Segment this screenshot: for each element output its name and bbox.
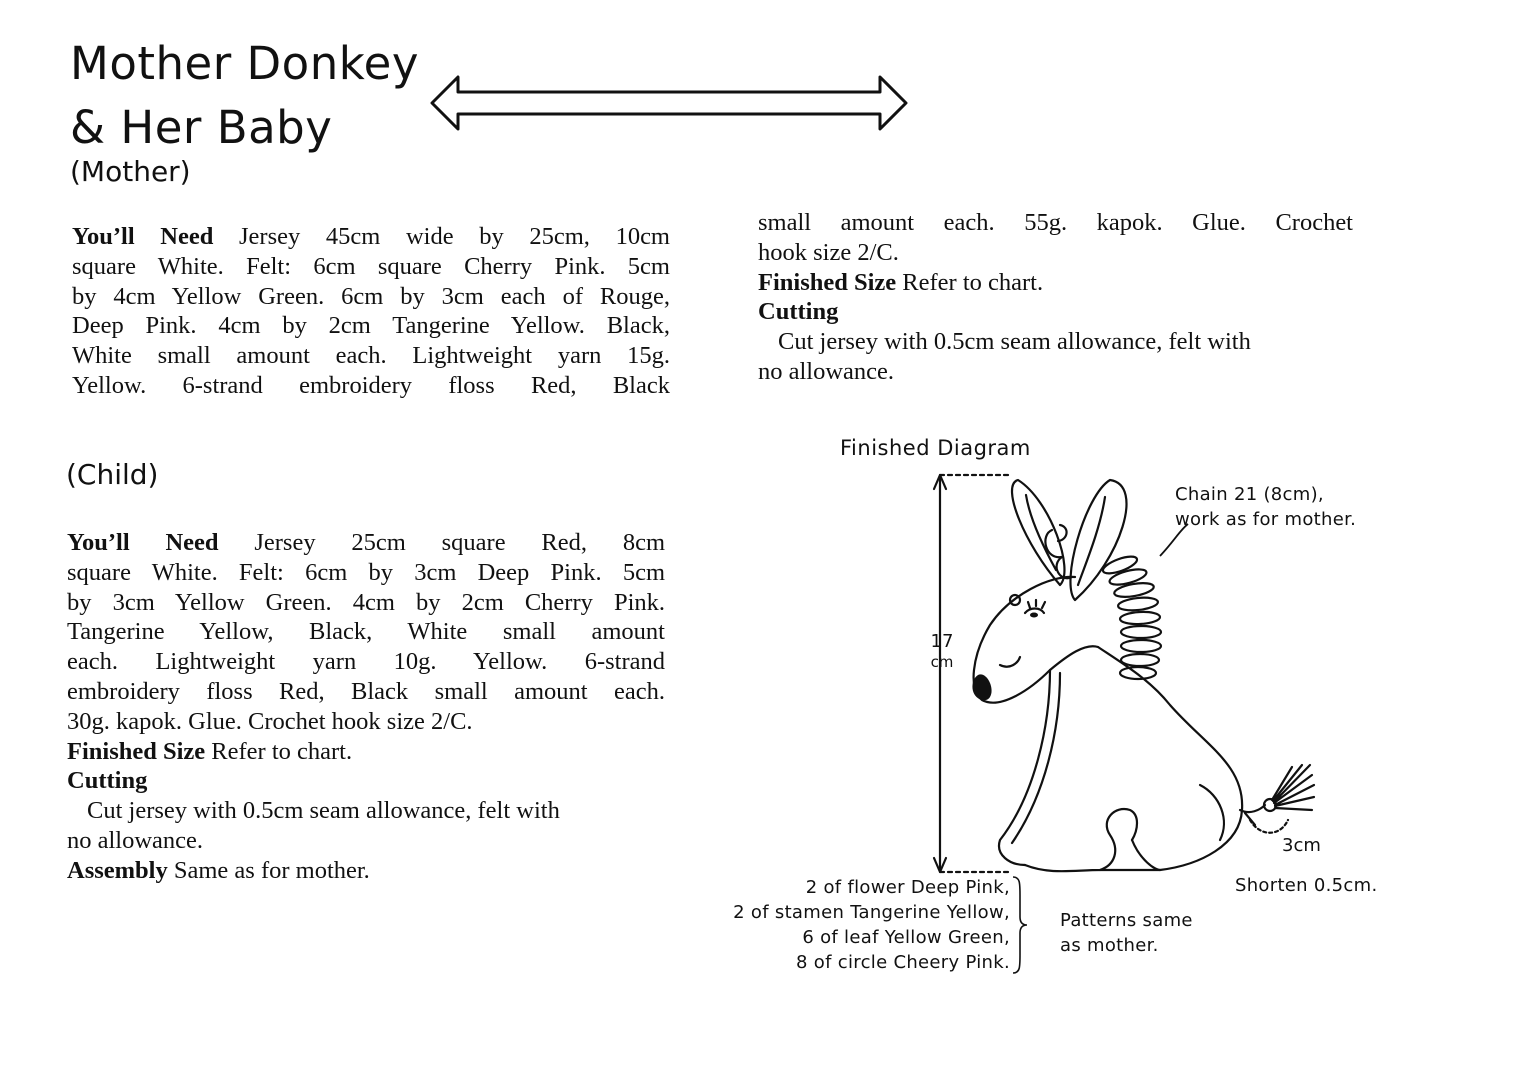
mother-needs-line: square White. Felt: 6cm square Cherry Pink. 5cm bbox=[72, 252, 670, 280]
child-needs-line: square White. Felt: 6cm by 3cm Deep Pink. 5cm bbox=[67, 558, 665, 586]
chain-note-line: Chain 21 (8cm), bbox=[1175, 484, 1324, 505]
mother-needs-section bbox=[72, 222, 670, 401]
brace-icon bbox=[1010, 875, 1030, 975]
child-cutting-label: Cutting bbox=[67, 767, 148, 795]
patterns-note-line: Patterns same bbox=[1060, 910, 1193, 931]
mother-continued-line: small amount each. 55g. kapok. Glue. Crochet bbox=[758, 209, 1353, 236]
page-title-line-2: & Her Baby bbox=[70, 101, 333, 154]
child-assembly-text: Same as for mother. bbox=[173, 856, 370, 884]
height-measure bbox=[930, 632, 954, 672]
pieces-note-line: 8 of circle Cheery Pink. bbox=[796, 952, 1010, 973]
child-cutting-line: no allowance. bbox=[67, 826, 204, 854]
mother-needs-line: by 4cm Yellow Green. 6cm by 3cm each of Rouge, bbox=[72, 282, 670, 310]
child-needs-line: embroidery floss Red, Black small amount each. bbox=[67, 677, 665, 705]
child-needs-line: each. Lightweight yarn 10g. Yellow. 6-strand bbox=[67, 648, 665, 676]
child-needs-line: 30g. kapok. Glue. Crochet hook size 2/C. bbox=[67, 707, 473, 735]
pieces-note-line: 6 of leaf Yellow Green, bbox=[802, 927, 1010, 948]
mother-continued-section bbox=[758, 208, 1353, 387]
page-title-line-1: Mother Donkey bbox=[70, 37, 419, 90]
child-needs-section bbox=[67, 528, 665, 886]
height-value: 17 bbox=[930, 631, 954, 652]
mother-heading: (Mother) bbox=[70, 155, 191, 188]
mother-cutting-line: no allowance. bbox=[758, 357, 895, 385]
child-assembly-label: Assembly bbox=[67, 856, 168, 884]
nose-icon bbox=[972, 674, 991, 700]
chain-note-line: work as for mother. bbox=[1175, 509, 1357, 530]
double-arrow-icon bbox=[428, 72, 910, 134]
child-finished-label: Finished Size bbox=[67, 737, 206, 765]
child-needs-label: You’ll Need bbox=[67, 529, 219, 556]
mother-needs-line: White small amount each. Lightweight yarn 15g. bbox=[72, 342, 670, 370]
mother-cutting-line: Cut jersey with 0.5cm seam allowance, felt with bbox=[778, 328, 1251, 356]
mother-continued-line: hook size 2/C. bbox=[758, 238, 899, 266]
child-needs-line: by 3cm Yellow Green. 4cm by 2cm Cherry Pink. bbox=[67, 588, 665, 616]
tail-measure: 3cm bbox=[1282, 835, 1321, 856]
mother-finished-text: Refer to chart. bbox=[902, 268, 1044, 296]
mother-cutting-label: Cutting bbox=[758, 298, 839, 326]
patterns-note bbox=[1060, 908, 1193, 958]
child-cutting-line: Cut jersey with 0.5cm seam allowance, felt with bbox=[87, 797, 560, 825]
mother-needs-line: Jersey 45cm wide by 25cm, 10cm bbox=[239, 223, 670, 250]
height-unit: cm bbox=[930, 653, 954, 671]
mother-finished-label: Finished Size bbox=[758, 268, 897, 296]
diagram-label: Finished Diagram bbox=[840, 436, 1031, 460]
mother-needs-label: You’ll Need bbox=[72, 223, 214, 250]
shorten-note: Shorten 0.5cm. bbox=[1235, 875, 1378, 896]
child-heading: (Child) bbox=[66, 458, 159, 491]
pieces-note bbox=[690, 875, 1010, 975]
pieces-note-line: 2 of stamen Tangerine Yellow, bbox=[733, 902, 1010, 923]
child-finished-text: Refer to chart. bbox=[211, 737, 353, 765]
child-needs-line: Jersey 25cm square Red, 8cm bbox=[254, 529, 665, 556]
patterns-note-line: as mother. bbox=[1060, 935, 1159, 956]
pieces-note-line: 2 of flower Deep Pink, bbox=[805, 877, 1010, 898]
child-needs-line: Tangerine Yellow, Black, White small amount bbox=[67, 618, 665, 646]
mother-needs-line: Yellow. 6-strand embroidery floss Red, Black bbox=[72, 371, 670, 399]
mother-needs-line: Deep Pink. 4cm by 2cm Tangerine Yellow. Black, bbox=[72, 312, 670, 340]
chain-note bbox=[1175, 482, 1356, 532]
